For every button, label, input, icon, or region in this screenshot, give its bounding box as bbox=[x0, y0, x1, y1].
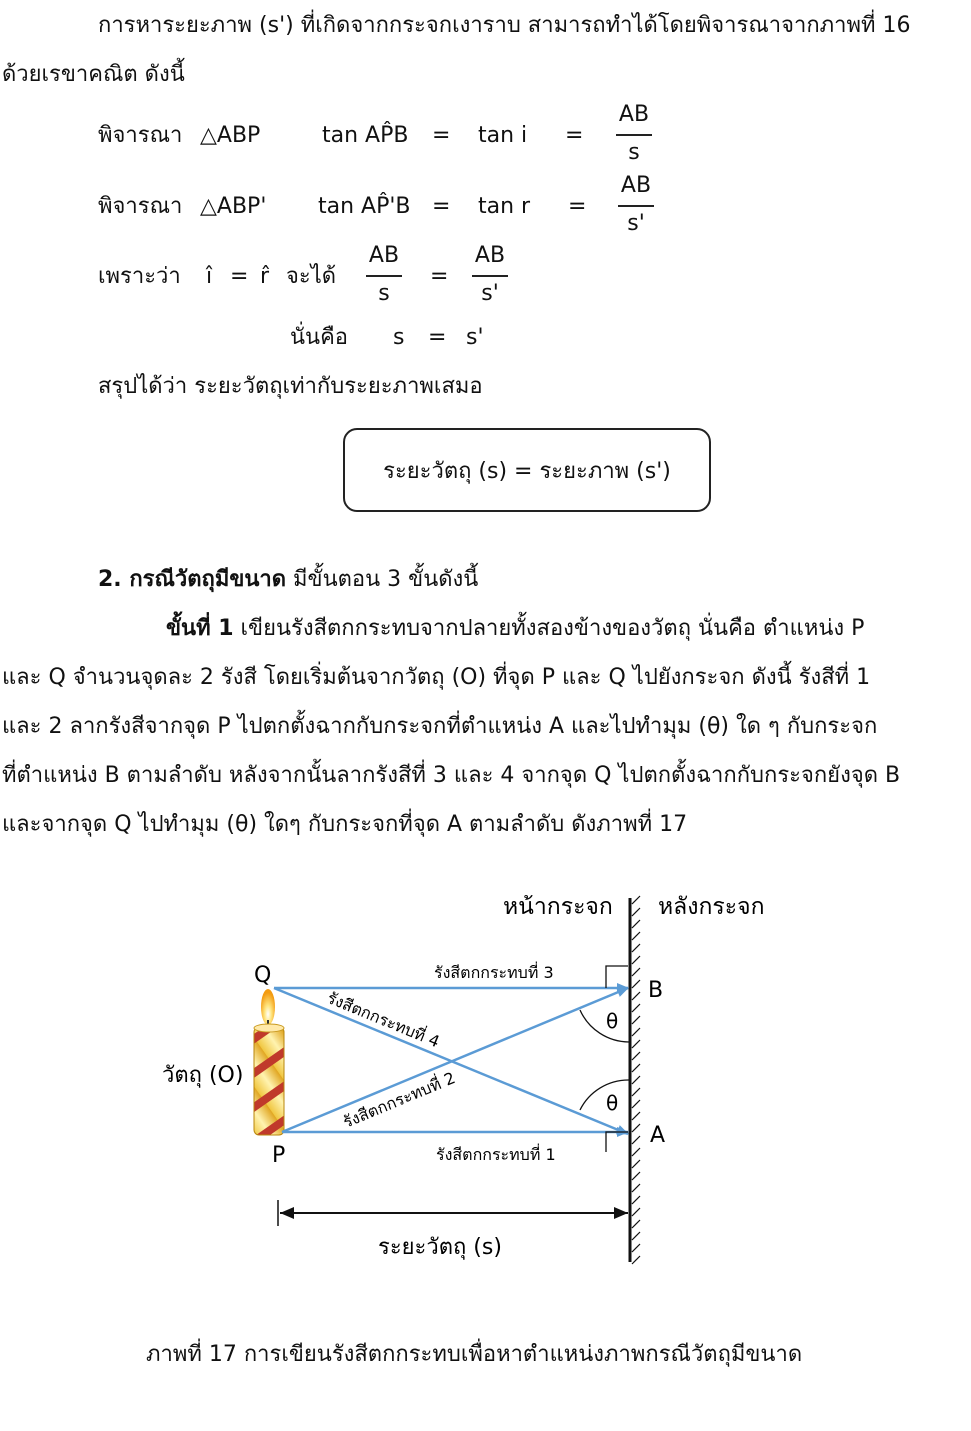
equals-2a: = bbox=[432, 194, 451, 219]
i-hat: î bbox=[206, 264, 213, 289]
conclusion-text: สรุปได้ว่า ระยะวัตถุเท่ากับระยะภาพเสมอ bbox=[98, 374, 483, 399]
figure-17-diagram bbox=[0, 870, 971, 1290]
step-1-line-3: และ 2 ลากรังสีจากจุด P ไปตกตั้งฉากกับกระจกที่ตำแหน่ง A และไปทำมุม (θ) ใด ๆ กับกระจก bbox=[2, 714, 878, 739]
numerator: AB bbox=[474, 243, 506, 268]
tan-ap-prime-b: tan AP̂'B bbox=[318, 194, 411, 219]
equals-1b: = bbox=[565, 123, 584, 148]
front-of-mirror-label: หน้ากระจก bbox=[503, 894, 613, 920]
result-box-text: ระยะวัตถุ (s) = ระยะภาพ (s') bbox=[383, 458, 671, 484]
tan-apb: tan AP̂B bbox=[322, 123, 409, 148]
fraction-bar bbox=[616, 134, 652, 136]
denominator: s bbox=[378, 281, 390, 306]
equals-4: = bbox=[428, 325, 447, 350]
fraction-bar bbox=[472, 275, 508, 277]
theta-label-a: θ bbox=[606, 1091, 619, 1115]
ray-4-label: รังสีตกกระทบที่ 4 bbox=[324, 988, 443, 1052]
numerator: AB bbox=[618, 102, 650, 127]
section-2-heading-rest: มีขั้นตอน 3 ขั้นดังนี้ bbox=[286, 567, 479, 592]
theta-arc-a bbox=[580, 1080, 629, 1110]
step-1-line-1 bbox=[166, 615, 864, 643]
step-1-label: ขั้นที่ 1 bbox=[166, 616, 234, 641]
ray-2-label: รังสีตกกระทบที่ 2 bbox=[340, 1068, 458, 1132]
back-of-mirror-label: หลังกระจก bbox=[658, 894, 765, 920]
distance-label: ระยะวัตถุ (s) bbox=[378, 1235, 502, 1260]
fraction-bar bbox=[618, 205, 654, 207]
equals-3b: = bbox=[430, 264, 449, 289]
section-2-heading bbox=[98, 566, 478, 594]
equals-2b: = bbox=[568, 194, 587, 219]
right-angle-mark-b bbox=[606, 966, 628, 988]
fraction-ab-s-2 bbox=[362, 243, 406, 307]
numerator: AB bbox=[368, 243, 400, 268]
fraction-ab-s-1 bbox=[612, 102, 656, 166]
theta-label-b: θ bbox=[606, 1009, 619, 1033]
fraction-ab-s-prime-1 bbox=[614, 173, 658, 237]
rays bbox=[274, 988, 628, 1134]
object-label: วัตถุ (O) bbox=[162, 1063, 244, 1088]
tan-r: tan r bbox=[478, 194, 531, 219]
step-1-line-4: ที่ตำแหน่ง B ตามลำดับ หลังจากนั้นลากรังสีที่ 3 และ 4 จากจุด Q ไปตกตั้งฉากกับกระจกยังจุด B bbox=[2, 763, 901, 788]
right-angle-mark-a bbox=[606, 1132, 628, 1152]
section-2-heading-bold: 2. กรณีวัตถุมีขนาด bbox=[98, 567, 287, 592]
numerator: AB bbox=[620, 173, 652, 198]
point-a-label: A bbox=[650, 1123, 666, 1148]
equals-3a: = bbox=[230, 264, 249, 289]
figure-caption: ภาพที่ 17 การเขียนรังสีตกกระทบเพื่อหาตำแหน่งภาพกรณีวัตถุมีขนาด bbox=[146, 1342, 803, 1367]
intro-line-2: ด้วยเรขาคณิต ดังนี้ bbox=[2, 62, 185, 87]
triangle-abp-prime: △ABP' bbox=[200, 194, 267, 219]
ray-2 bbox=[282, 988, 628, 1132]
step-1-line-5: และจากจุด Q ไปทำมุม (θ) ใดๆ กับกระจกที่จุด A ตามลำดับ ดังภาพที่ 17 bbox=[2, 812, 688, 837]
ray-1-label: รังสีตกกระทบที่ 1 bbox=[436, 1145, 556, 1164]
point-p-label: P bbox=[272, 1143, 286, 1168]
consider-label-2: พิจารณา bbox=[98, 194, 183, 219]
point-b-label: B bbox=[648, 978, 664, 1003]
result-box bbox=[343, 428, 711, 512]
equals-1a: = bbox=[432, 123, 451, 148]
r-hat: r̂ bbox=[260, 264, 270, 289]
tan-i: tan i bbox=[478, 123, 528, 148]
that-is-label: นั่นคือ bbox=[290, 325, 349, 350]
step-1-text: เขียนรังสีตกกระทบจากปลายทั้งสองข้างของวัตถุ นั่นคือ ตำแหน่ง P bbox=[233, 616, 865, 641]
result-s: s bbox=[393, 325, 405, 350]
get-label: จะได้ bbox=[286, 264, 337, 289]
intro-line-1: การหาระยะภาพ (s') ที่เกิดจากกระจกเงาราบ สามารถทำได้โดยพิจารณาจากภาพที่ 16 bbox=[98, 13, 911, 38]
result-s-prime: s' bbox=[466, 325, 484, 350]
ray-3-label: รังสีตกกระทบที่ 3 bbox=[434, 963, 554, 982]
theta-arc-b bbox=[580, 1010, 629, 1042]
consider-label-1: พิจารณา bbox=[98, 123, 183, 148]
denominator: s bbox=[628, 140, 640, 165]
point-q-label: Q bbox=[254, 963, 272, 988]
candle-object bbox=[254, 989, 284, 1135]
mirror bbox=[630, 896, 640, 1264]
step-1-line-2: และ Q จำนวนจุดละ 2 รังสี โดยเริ่มต้นจากวัตถุ (O) ที่จุด P และ Q ไปยังกระจก ดังนี้ รังสีที่ 1 bbox=[2, 665, 871, 690]
triangle-abp: △ABP bbox=[200, 123, 261, 148]
denominator: s' bbox=[481, 281, 499, 306]
denominator: s' bbox=[627, 211, 645, 236]
fraction-bar bbox=[366, 275, 402, 277]
because-label: เพราะว่า bbox=[98, 264, 181, 289]
fraction-ab-s-prime-2 bbox=[468, 243, 512, 307]
